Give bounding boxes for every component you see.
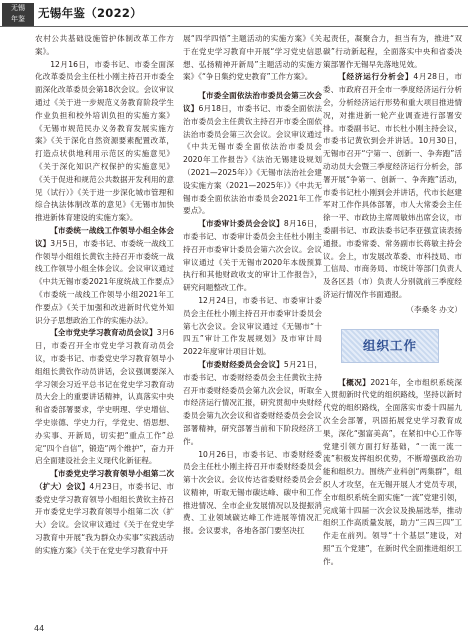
column-2-bottom	[183, 90, 322, 538]
paragraph-text: 3月5日，市委书记、市委统一战线工作领导小组组长黄钦主持召开市委统一战线工作领导小组全体会议。会议审议通过《中共无锡市委2021年度统战工作要点》《市委统一战线工作领导小组2021年工作要点》《关于加强和改进新时代党外知识分子思想政治工作的实施办法》。	[35, 238, 174, 325]
page-header	[0, 0, 468, 27]
section-banner-organization: 组织工作	[341, 329, 439, 363]
paragraph	[35, 33, 174, 59]
entry-keyword: 【概况】	[338, 377, 371, 387]
paragraph-text: 农村公共基础设施管护体制改革工作方案》。	[35, 34, 174, 56]
paragraph-text: 12月16日，市委书记、市委全面深化改革委员会主任杜小刚主持召开市委全面深化改革委员会第18次会议。会议审议通过《关于进一步规范义务教育阶段学生作业负担和校外培训负担的实施方案》《无锡市规范民办义务教育发展实施方案》《关于深化自然资源要素配置改革，打造点状供地利用示范区的实施意见》《关于深化知识产权保护的实施意见》《关于促进和规范公共数据开发利用的意见（试行）》《关于进一步深化城市管理和综合执法体制改革的意见》《无锡市加快推进新体育建设的实施方案》。	[35, 59, 174, 223]
paragraph	[323, 377, 462, 569]
paragraph	[35, 468, 174, 558]
paragraph	[183, 359, 322, 449]
paragraph	[35, 59, 174, 225]
paragraph	[35, 225, 174, 327]
paragraph-text: 5月21日，市委书记、市委财经委员会主任黄钦主持召开市委财经委员会第九次会议，听取全市经济运行情况汇报，研究贯彻中央财经委员会第九次会议和省委财经委员会会议部署精神，研究部署当前和下阶段经济工作。	[183, 359, 322, 446]
entry-keyword: 【市委财经委员会会议】	[198, 359, 284, 369]
column-3-bottom	[323, 377, 462, 569]
paragraph-text: 展“四学四悟”主题活动的实施方案》《关于在党史学习教育中开展“学习党史信思想、弘扬精神开新局”主题活动的实施方案》《“争日集约党史教育”工作方案》。	[183, 34, 322, 82]
entry-keyword: 【市委全面依法治市委员会第三次会议】	[183, 91, 322, 113]
paragraph-text: 4月23日，市委书记、市委党史学习教育领导小组组长黄钦主持召开市委党史学习教育领导小组第二次（扩大）会议。会议审议通过《关于在党史学习教育中开展“我为群众办实事”实践活动的实施方案》《关于在党史学习教育中开	[35, 481, 175, 555]
column-3-top	[323, 33, 462, 302]
paragraph-text: 8月16日，市委书记、市委审计委员会主任杜小刚主持召开市委审计委员会第六次会议。会议审议通过《关于无锡市2020年本级预算执行和其他财政收支的审计工作报告》，研究问题整改工作。	[183, 219, 322, 293]
running-title: 无锡年鉴（2022）	[38, 6, 143, 20]
paragraph	[323, 71, 462, 301]
paragraph-text: 10月26日，市委书记、市委财经委员会主任杜小刚主持召开市委财经委员会第十次会议。会议传达省委财经委员会会议精神，听取无锡市碳达峰、碳中和工作推进情况、全市企业发展情况以及提振消费、工业领域碳达峰工作进展等情况汇报。会议要求，各地各部门要坚决扛	[183, 449, 322, 536]
paragraph	[183, 295, 322, 359]
yearbook-logo	[2, 3, 34, 27]
paragraph	[183, 218, 322, 295]
paragraph-text: 2021年，全市组织系统深入贯彻新时代党的组织路线，坚持以新时代党的组织路线，全面落实市委十四届九次全会部署，巩固拓展党史学习教育成果，深化“强富美高”，在紧扣中心工作等党建引领方面打好基础，“一流一流一流”积极发挥组织优势，不断增强政治功能和组织力。围绕产业科创“两集群”，组织人才攻坚，在无锡开展人才党员专项，全市组织系统全面实施“一流”党建引领，完成第十四届一次会议及换届选举，推动组织工作高质量发展，助力“三四三四”工作走在前列。领导“十个基层”建设，对照“五个党建”，在新时代全面推进组织工作。	[323, 377, 463, 566]
entry-keyword: 【市委党史学习教育领导小组第二次（扩大）会议】	[35, 469, 174, 491]
paragraph	[323, 33, 462, 71]
paragraph	[183, 449, 322, 539]
paragraph	[35, 327, 174, 468]
entry-keyword: 【全市党史学习教育动员会议】	[50, 328, 157, 338]
entry-keyword: 【市委统一战线工作领导小组全体会议】	[35, 225, 174, 248]
logo-text-line1: 无锡	[11, 4, 25, 12]
section-banner-wrap	[323, 325, 462, 369]
paragraph-text: 6月18日，市委书记、市委全面依法治市委员会主任黄钦主持召开市委全面依法治市委员会第三次会议。会议审议通过《中共无锡市委全面依法治市委员会2020年工作报告》《法治无锡建设规划（2021—2025年）》《无锡市法治社会建设实施方案（2021—2025年）》《中共无锡市委全面依法治市委员会2021年工作要点》。	[183, 103, 322, 216]
header-rule	[0, 26, 468, 27]
paragraph	[183, 33, 322, 84]
paragraph-text: 起责任，凝聚合力，担当有为，推进“双碳”行动新起程，全面落实中央和省委决策部署作无锡早先落地见效。	[323, 34, 462, 69]
column-1	[35, 33, 174, 558]
paragraph-text: 3月6日，市委召开全市党史学习教育动员会议，市委书记、市委党史学习教育领导小组组长黄钦作动员讲话，会议强调要深入学习领会习近平总书记在党史学习教育动员大会上的重要讲话精神，认真落实中央和省委部署要求，学史明理、学史增信、学史崇德、学史力行，学党史、悟思想、办实事、开新局，切实把“重点工作”总定“四个自信”，锻造“两个维护”，奋力开启全面建设社会主义现代化新征程。	[35, 328, 175, 466]
paragraph-text: 12月24日，市委书记、市委审计委员会主任杜小刚主持召开市委审计委员会第七次会议。会议审议通过《无锡市“十四五”审计工作发展规划》及市审计局2022年度审计项目计划。	[183, 295, 322, 357]
paragraph-text: 4月28日，市委、市政府召开全市一季度经济运行分析会，分析经济运行形势和重大项目推进情况，对推进新一轮产业调查进行部署安排。市委副书记、市长杜小刚主持会议，市委书记黄钦到会并讲话。10月30日，无锡市召开“宁第一、创新一、争奔跑”活动动员大会暨三季度经济运行分析会，部署开展“争第一、创新一、争奔跑”活动，市委书记杜小刚到会并讲话，代市长赵建军对工作作具体部署，市人大常委会主任徐一平、市政协主席周敏炜出席会议，市委副书记、市政法委书记李亚强宣读表扬通报。市委常委、常务副市长蒋敏主持会议。会上，市发展改革委、市科技局、市工信局、市商务局、市统计等部门负责人及各区县（市）负责人分别就前三季度经济运行情况作书面通报。	[323, 72, 462, 299]
paragraph	[183, 90, 322, 218]
column-2-top	[183, 33, 322, 84]
entry-keyword: 【市委审计委员会会议】	[198, 219, 284, 229]
author-credit: （李桑冬 办文）	[406, 304, 462, 314]
column-2	[183, 33, 322, 538]
page-number: 44	[34, 624, 45, 633]
logo-text-line2: 年鉴	[11, 15, 25, 23]
entry-keyword: 【经济运行分析会】	[338, 72, 414, 82]
column-3	[323, 33, 462, 568]
